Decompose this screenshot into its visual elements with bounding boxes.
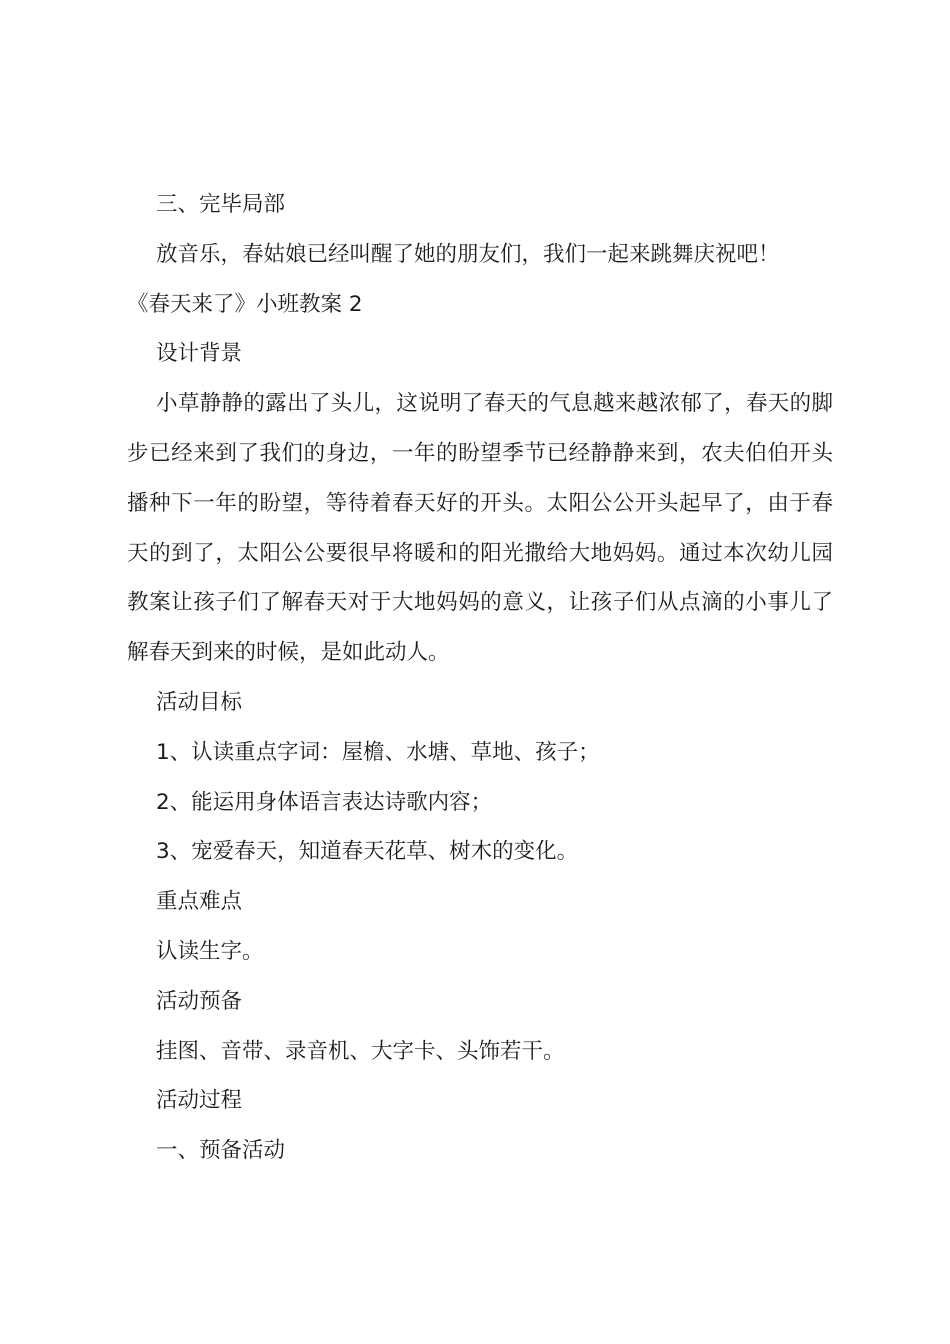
goal-item-1: 1、认读重点字词：屋檐、水塘、草地、孩子； (156, 739, 600, 765)
paragraph-music: 放音乐，春姑娘已经叫醒了她的朋友们，我们一起来跳舞庆祝吧！ (156, 241, 780, 267)
document-body (127, 180, 833, 1176)
section-heading-background: 设计背景 (156, 341, 243, 367)
paragraph-key-points: 认读生字。 (156, 938, 264, 964)
section-heading-ending: 三、完毕局部 (156, 192, 286, 217)
section-heading-process: 活动过程 (156, 1088, 243, 1114)
goal-item-3: 3、宠爱春天，知道春天花草、树木的变化。 (156, 839, 579, 865)
process-step-1: 一、预备活动 (156, 1138, 286, 1164)
goal-item-2: 2、能运用身体语言表达诗歌内容； (156, 789, 493, 815)
section-heading-goals: 活动目标 (156, 689, 243, 715)
lesson-title: 《春天来了》小班教案 2 (127, 291, 363, 317)
paragraph-preparation: 挂图、音带、录音机、大字卡、头饰若干。 (156, 1038, 565, 1064)
section-heading-key-points: 重点难点 (156, 889, 243, 915)
paragraph-background: 小草静静的露出了头儿，这说明了春天的气息越来越浓郁了，春天的脚步已经来到了我们的身边，一年的盼望季节已经静静来到，农夫伯伯开头播种下一年的盼望，等待着春天好的开头。太阳公公开头起早了，由于春天的到了，太阳公公要很早将暖和的阳光撒给大地妈妈。通过本次幼儿园教案让孩子们了解春天对于大地妈妈的意义，让孩子们从点滴的小事儿了解春天到来的时候，是如此动人。 (127, 391, 833, 666)
section-heading-preparation: 活动预备 (156, 988, 243, 1014)
